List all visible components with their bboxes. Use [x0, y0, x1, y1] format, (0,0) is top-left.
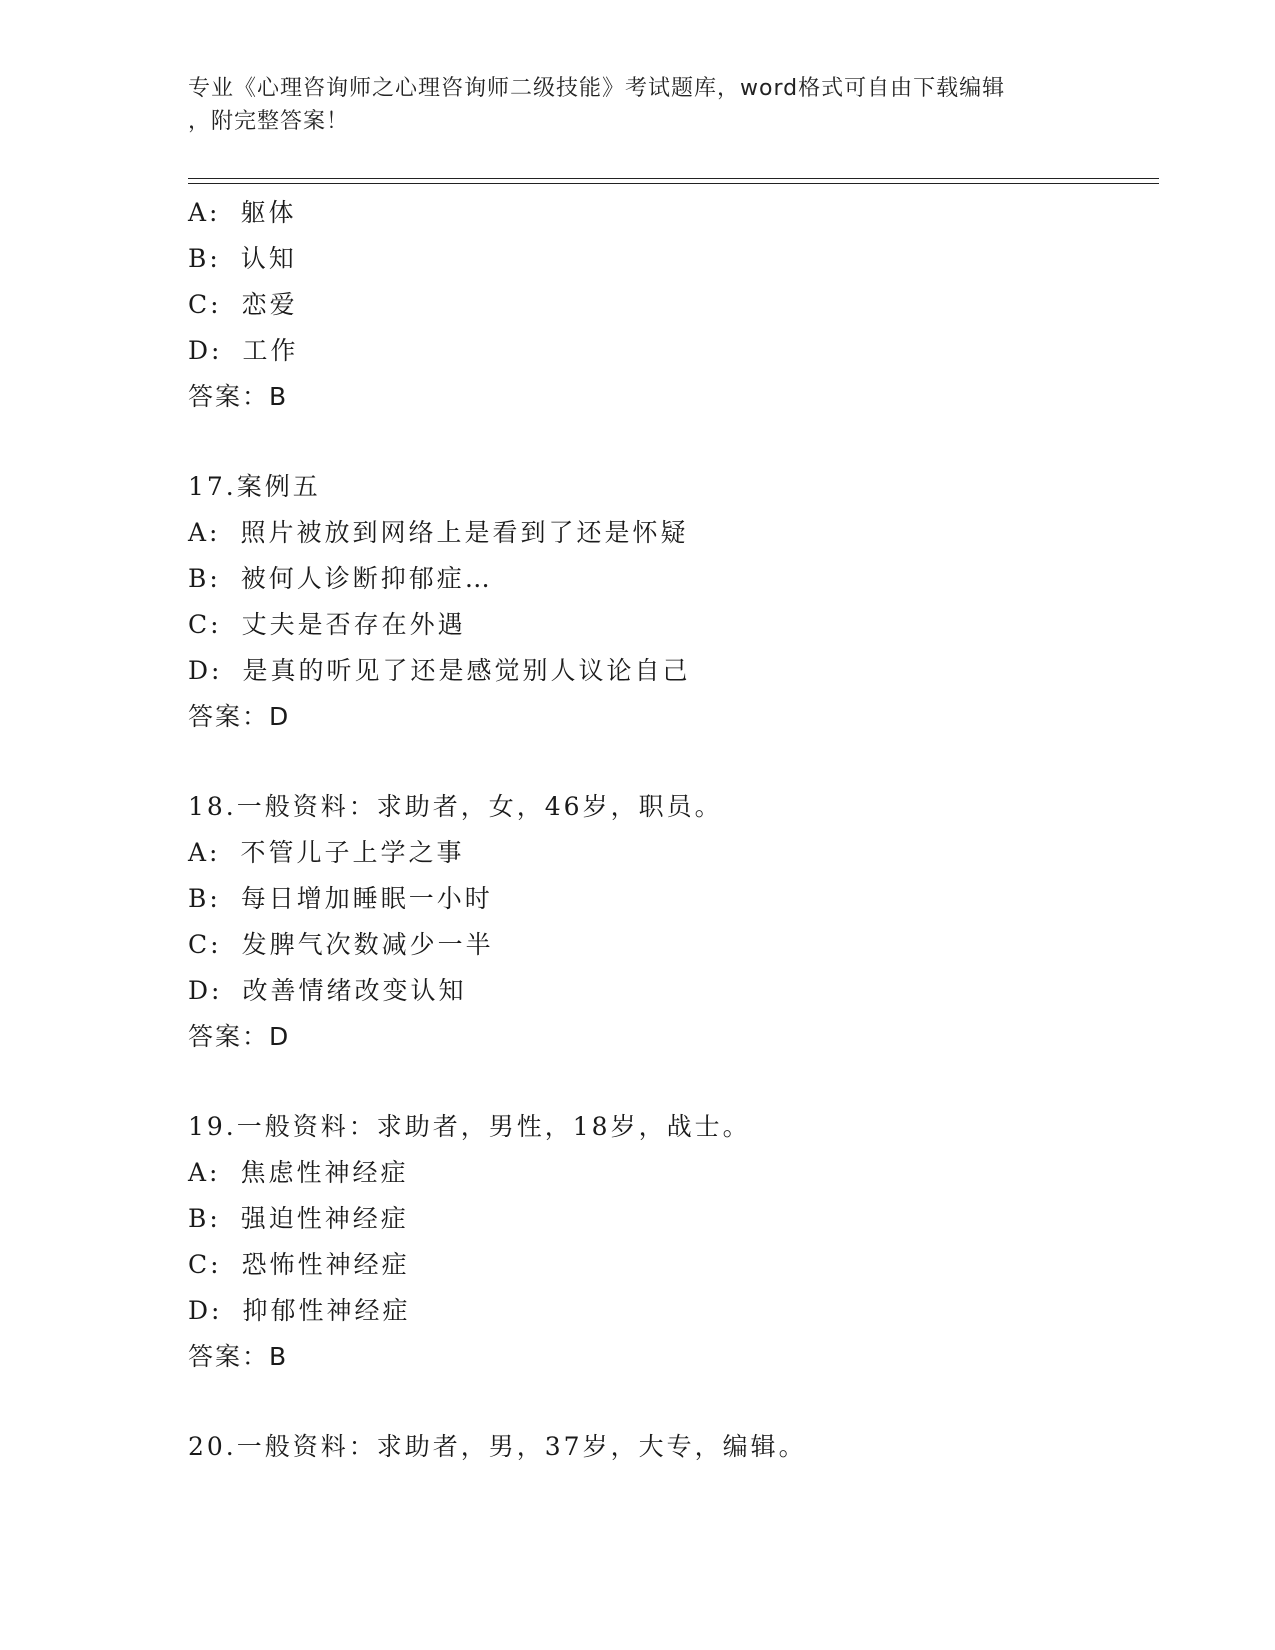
option-a — [188, 190, 1148, 236]
answer-line: 答案：D — [188, 1022, 291, 1051]
option-letter: B: — [188, 564, 221, 593]
option-text: 是真的听见了还是感觉别人议论自己 — [242, 656, 691, 685]
question-stem: 17.案例五 — [188, 472, 321, 501]
option-letter: A: — [188, 518, 221, 547]
option-text: 认知 — [240, 244, 297, 273]
option-text: 被何人诊断抑郁症… — [240, 564, 493, 593]
question-stem: 19.一般资料：求助者，男性，18岁，战士。 — [188, 1112, 751, 1141]
option-a — [188, 1150, 1148, 1196]
option-letter: C: — [188, 610, 222, 639]
option-b — [188, 876, 1148, 922]
question-16-continued — [188, 190, 1148, 420]
option-c — [188, 922, 1148, 968]
option-letter: C: — [188, 930, 222, 959]
option-letter: D: — [188, 976, 223, 1005]
option-text: 丈夫是否存在外遇 — [241, 610, 466, 639]
option-a — [188, 510, 1148, 556]
option-d — [188, 328, 1148, 374]
option-letter: B: — [188, 244, 221, 273]
option-text: 恋爱 — [241, 290, 298, 319]
answer-line: 答案：B — [188, 1342, 289, 1371]
option-b — [188, 556, 1148, 602]
option-letter: C: — [188, 1250, 222, 1279]
option-d — [188, 648, 1148, 694]
option-letter: A: — [188, 838, 221, 867]
option-letter: A: — [188, 198, 221, 227]
option-letter: D: — [188, 336, 223, 365]
option-text: 改善情绪改变认知 — [242, 976, 467, 1005]
question-18 — [188, 784, 1148, 1060]
option-a — [188, 830, 1148, 876]
question-19 — [188, 1104, 1148, 1380]
question-20 — [188, 1424, 1148, 1470]
option-text: 每日增加睡眠一小时 — [240, 884, 493, 913]
option-b — [188, 236, 1148, 282]
option-text: 发脾气次数减少一半 — [241, 930, 494, 959]
question-stem: 18.一般资料：求助者，女，46岁，职员。 — [188, 792, 723, 821]
option-text: 强迫性神经症 — [240, 1204, 409, 1233]
header-divider-top — [188, 178, 1159, 179]
option-letter: B: — [188, 884, 221, 913]
option-text: 恐怖性神经症 — [241, 1250, 410, 1279]
answer-line: 答案：B — [188, 382, 289, 411]
option-letter: A: — [188, 1158, 221, 1187]
option-d — [188, 968, 1148, 1014]
option-text: 抑郁性神经症 — [242, 1296, 411, 1325]
question-17 — [188, 464, 1148, 740]
option-letter: B: — [188, 1204, 221, 1233]
answer-line: 答案：D — [188, 702, 291, 731]
header-line-1: 专业《心理咨询师之心理咨询师二级技能》考试题库，word格式可自由下载编辑 — [188, 76, 1006, 101]
option-c — [188, 282, 1148, 328]
question-stem: 20.一般资料：求助者，男，37岁，大专，编辑。 — [188, 1432, 807, 1461]
header-divider-bottom — [188, 183, 1159, 184]
option-c — [188, 602, 1148, 648]
option-d — [188, 1288, 1148, 1334]
option-text: 照片被放到网络上是看到了还是怀疑 — [240, 518, 689, 547]
option-text: 躯体 — [240, 198, 297, 227]
option-c — [188, 1242, 1148, 1288]
option-b — [188, 1196, 1148, 1242]
option-letter: D: — [188, 656, 223, 685]
document-header — [188, 72, 1088, 138]
option-text: 焦虑性神经症 — [240, 1158, 409, 1187]
option-letter: C: — [188, 290, 222, 319]
question-list — [188, 190, 1148, 1470]
option-text: 不管儿子上学之事 — [240, 838, 465, 867]
option-text: 工作 — [242, 336, 299, 365]
option-letter: D: — [188, 1296, 223, 1325]
header-line-2: ，附完整答案！ — [188, 109, 350, 134]
